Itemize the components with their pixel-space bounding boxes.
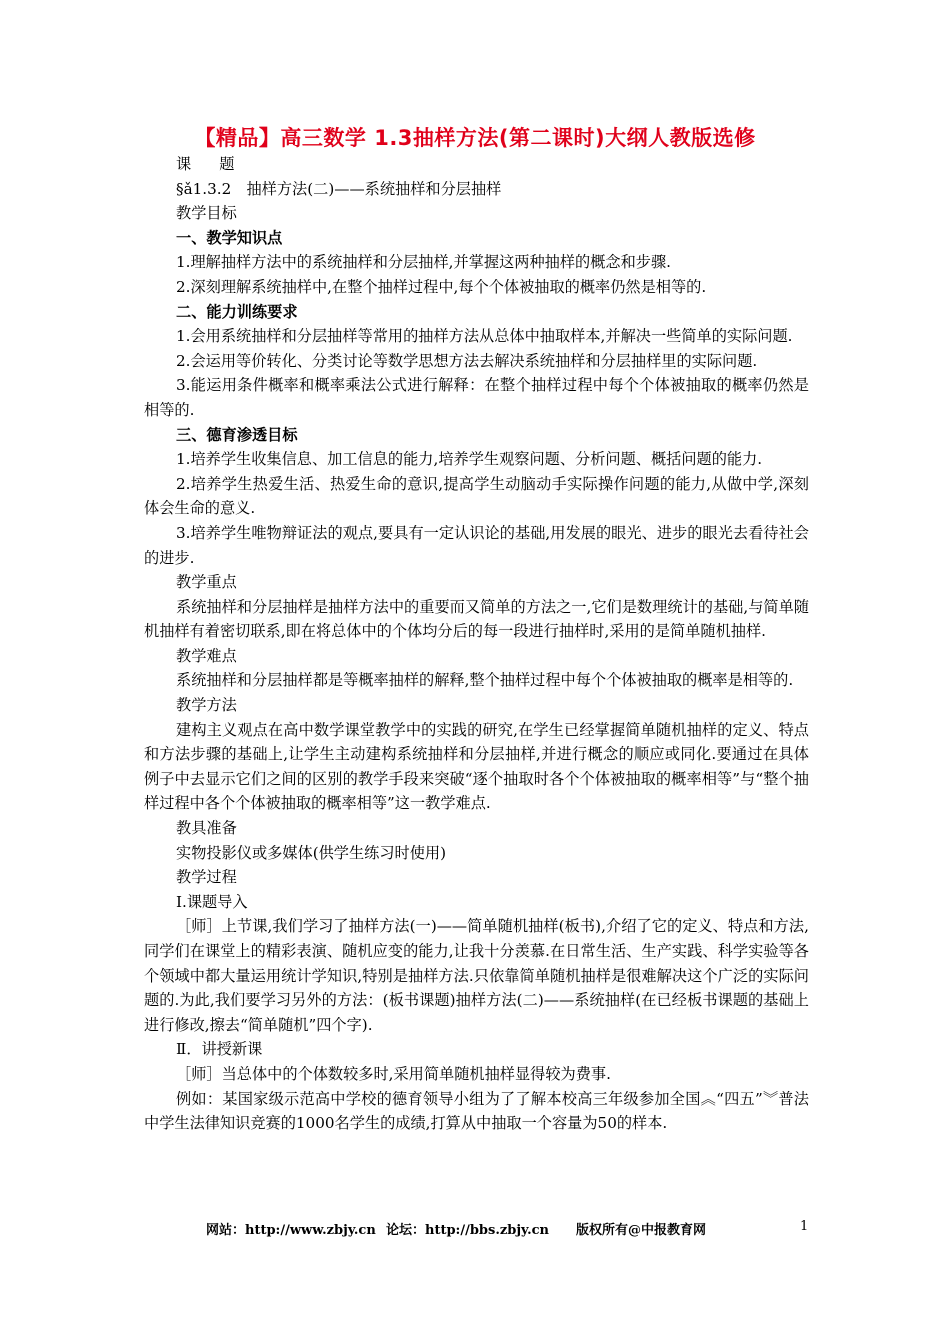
paragraph: 3.培养学生唯物辩证法的观点,要具有一定认识论的基础,用发展的眼光、进步的眼光去看待社会的进步. <box>144 523 809 567</box>
paragraph: 实物投影仪或多媒体(供学生练习时使用) <box>176 843 447 862</box>
paragraph: 教具准备 <box>176 819 237 838</box>
footer-forum[interactable]: 论坛：http://bbs.zbjy.cn <box>386 1223 550 1238</box>
footer-website[interactable]: 网站：http://www.zbjy.cn <box>206 1223 376 1238</box>
paragraph: 1.会用系统抽样和分层抽样等常用的抽样方法从总体中抽取样本,并解决一些简单的实际问题. <box>176 327 793 346</box>
paragraph: 建构主义观点在高中数学课堂教学中的实践的研究,在学生已经掌握简单随机抽样的定义、特点和方法步骤的基础上,让学生主动建构系统抽样和分层抽样,并进行概念的顺应或同化.要通过在具体例子中去显示它们之间的区别的教学手段来突破“逐个抽取时各个个体被抽取的概率相等”与“整个抽样过程中各个个体被抽取的概率相等”这一教学难点. <box>144 720 809 813</box>
paragraph: 系统抽样和分层抽样都是等概率抽样的解释,整个抽样过程中每个个体被抽取的概率是相等的. <box>176 671 794 690</box>
paragraph: 系统抽样和分层抽样是抽样方法中的重要而又简单的方法之一,它们是数理统计的基础,与简单随机抽样有着密切联系,即在将总体中的个体均分后的每一段进行抽样时,采用的是简单随机抽样. <box>144 597 809 641</box>
footer-copyright: 版权所有@中报教育网 <box>576 1223 707 1238</box>
paragraph: 2.培养学生热爱生活、热爱生命的意识,提高学生动脑动手实际操作问题的能力,从做中学,深刻体会生命的意义. <box>144 474 809 518</box>
paragraph: 2.深刻理解系统抽样中,在整个抽样过程中,每个个体被抽取的概率仍然是相等的. <box>176 277 707 296</box>
paragraph: 2.会运用等价转化、分类讨论等数学思想方法去解决系统抽样和分层抽样里的实际问题. <box>176 351 758 370</box>
paragraph: 三、德育渗透目标 <box>176 425 298 444</box>
document-body <box>144 152 809 1136</box>
paragraph: 3.能运用条件概率和概率乘法公式进行解释：在整个抽样过程中每个个体被抽取的概率仍然是相等的. <box>144 376 809 419</box>
paragraph: ［师］上节课,我们学习了抽样方法(一)——简单随机抽样(板书),介绍了它的定义、特点和方法,同学们在课堂上的精彩表演、随机应变的能力,让我十分羡慕.在日常生活、生产实践、科学实验等各个领域中都大量运用统计学知识,特别是抽样方法.只依靠简单随机抽样是很难解决这个广泛的实际问题的.为此,我们要学习另外的方法：(板书课题)抽样方法(二)——系统抽样(在已经板书课题的基础上进行修改,擦去“简单随机”四个字). <box>144 917 809 1034</box>
document-title: 【精品】高三数学 1.3抽样方法(第二课时)大纲人教版选修 <box>194 126 756 150</box>
paragraph: 教学过程 <box>176 868 237 887</box>
page-footer <box>0 1219 950 1243</box>
paragraph: 教学方法 <box>176 696 237 715</box>
paragraph: 例如：某国家级示范高中学校的德育领导小组为了了解本校高三年级参加全国︽“四五”︾普法中学生法律知识竞赛的1000名学生的成绩,打算从中抽取一个容量为50的样本. <box>144 1089 809 1133</box>
paragraph: 1.培养学生收集信息、加工信息的能力,培养学生观察问题、分析问题、概括问题的能力. <box>176 450 763 469</box>
paragraph: ［师］当总体中的个体数较多时,采用简单随机抽样显得较为费事. <box>176 1064 611 1083</box>
paragraph: Ⅰ.课题导入 <box>176 892 248 911</box>
paragraph: 课题 <box>176 155 263 173</box>
paragraph: 教学目标 <box>176 204 237 223</box>
paragraph: 教学难点 <box>176 646 237 665</box>
paragraph: 二、能力训练要求 <box>176 302 298 321</box>
paragraph: 一、教学知识点 <box>176 228 283 247</box>
page-number: 1 <box>800 1219 809 1234</box>
paragraph: Ⅱ．讲授新课 <box>176 1040 263 1059</box>
paragraph: 1.理解抽样方法中的系统抽样和分层抽样,并掌握这两种抽样的概念和步骤. <box>176 253 671 272</box>
paragraph: 教学重点 <box>176 573 237 592</box>
paragraph: §ǎ1.3.2 抽样方法(二)——系统抽样和分层抽样 <box>176 179 502 198</box>
